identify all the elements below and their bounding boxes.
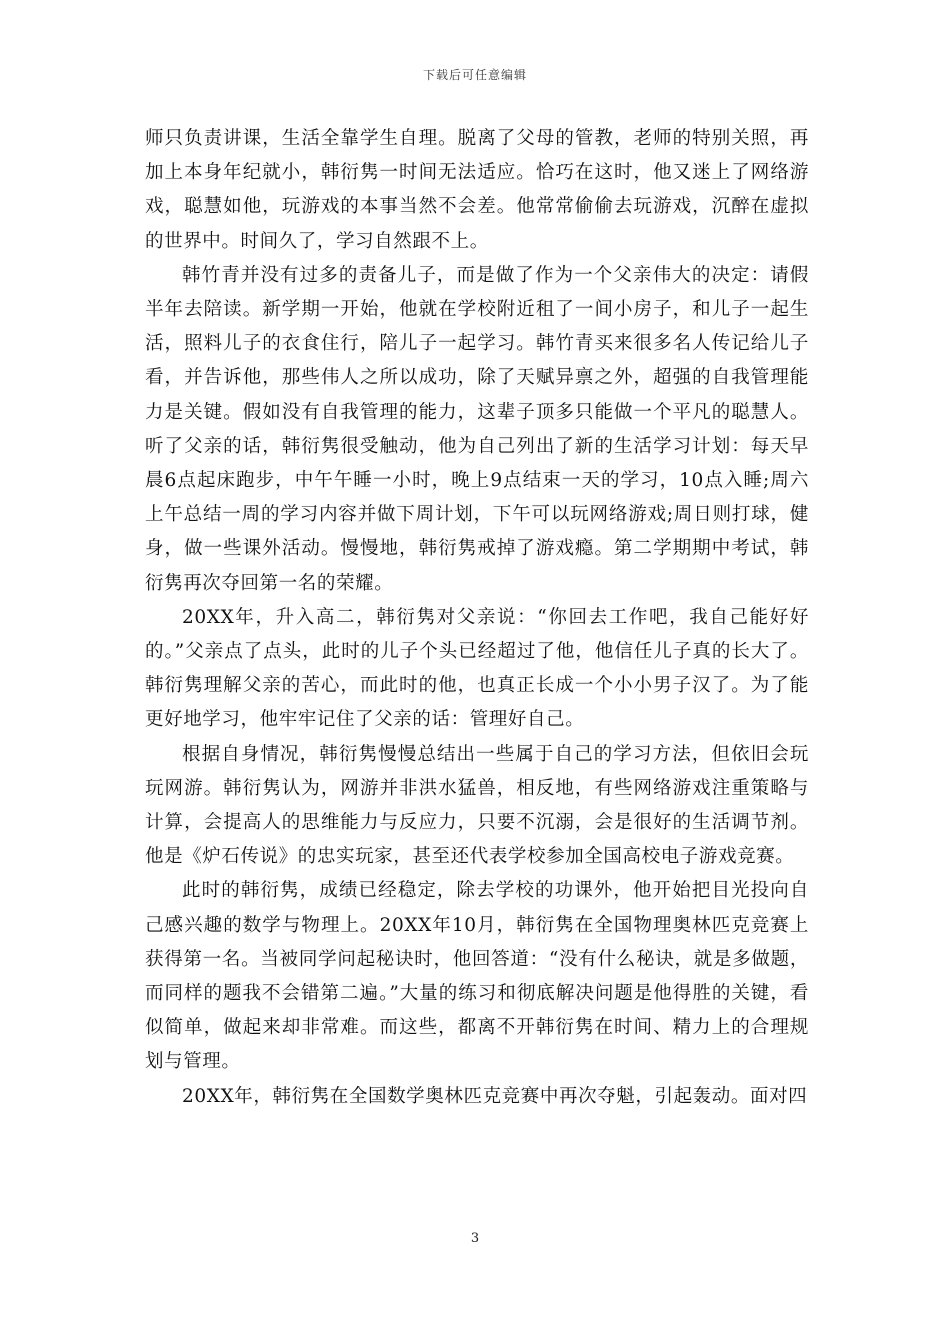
body-text — [145, 122, 809, 1114]
paragraph: 韩竹青并没有过多的责备儿子，而是做了作为一个父亲伟大的决定：请假半年去陪读。新学期一开始，他就在学校附近租了一间小房子，和儿子一起生活，照料儿子的衣食住行，陪儿子一起学习。韩竹青买来很多名人传记给儿子看，并告诉他，那些伟人之所以成功，除了天赋异禀之外，超强的自我管理能力是关键。假如没有自我管理的能力，这辈子顶多只能做一个平凡的聪慧人。听了父亲的话，韩衍隽很受触动，他为自己列出了新的生活学习计划：每天早晨6点起床跑步，中午午睡一小时，晚上9点结束一天的学习，10点入睡;周六上午总结一周的学习内容并做下周计划，下午可以玩网络游戏;周日则打球，健身，做一些课外活动。慢慢地，韩衍隽戒掉了游戏瘾。第二学期期中考试，韩衍隽再次夺回第一名的荣耀。 — [145, 264, 809, 594]
paragraph: 20XX年，升入高二，韩衍隽对父亲说：“你回去工作吧，我自己能好好的。”父亲点了点头，此时的儿子个头已经超过了他，他信任儿子真的长大了。韩衍隽理解父亲的苦心，而此时的他，也真正长成一个小小男子汉了。为了能更好地学习，他牢牢记住了父亲的话：管理好自己。 — [145, 606, 809, 731]
page-header: 下载后可任意编辑 — [422, 68, 527, 82]
page-number: 3 — [470, 1231, 480, 1246]
paragraph: 此时的韩衍隽，成绩已经稳定，除去学校的功课外，他开始把目光投向自己感兴趣的数学与物理上。20XX年10月，韩衍隽在全国物理奥林匹克竞赛上获得第一名。当被同学问起秘诀时，他回答道：“没有什么秘诀，就是多做题，而同样的题我不会错第二遍。”大量的练习和彻底解决问题是他得胜的关键，看似简单，做起来却非常难。而这些，都离不开韩衍隽在时间、精力上的合理规划与管理。 — [145, 880, 809, 1073]
paragraph-truncated: 20XX年，韩衍隽在全国数学奥林匹克竞赛中再次夺魁，引起轰动。面对四 — [182, 1085, 808, 1107]
paragraph: 根据自身情况，韩衍隽慢慢总结出一些属于自己的学习方法，但依旧会玩玩网游。韩衍隽认为，网游并非洪水猛兽，相反地，有些网络游戏注重策略与计算，会提高人的思维能力与反应力，只要不沉溺，会是很好的生活调节剂。他是《炉石传说》的忠实玩家，甚至还代表学校参加全国高校电子游戏竞赛。 — [145, 743, 809, 868]
paragraph-continuation: 师只负责讲课，生活全靠学生自理。脱离了父母的管教，老师的特别关照，再加上本身年纪就小，韩衍隽一时间无法适应。恰巧在这时，他又迷上了网络游戏，聪慧如他，玩游戏的本事当然不会差。他常常偷偷去玩游戏，沉醉在虚拟的世界中。时间久了，学习自然跟不上。 — [145, 128, 809, 252]
